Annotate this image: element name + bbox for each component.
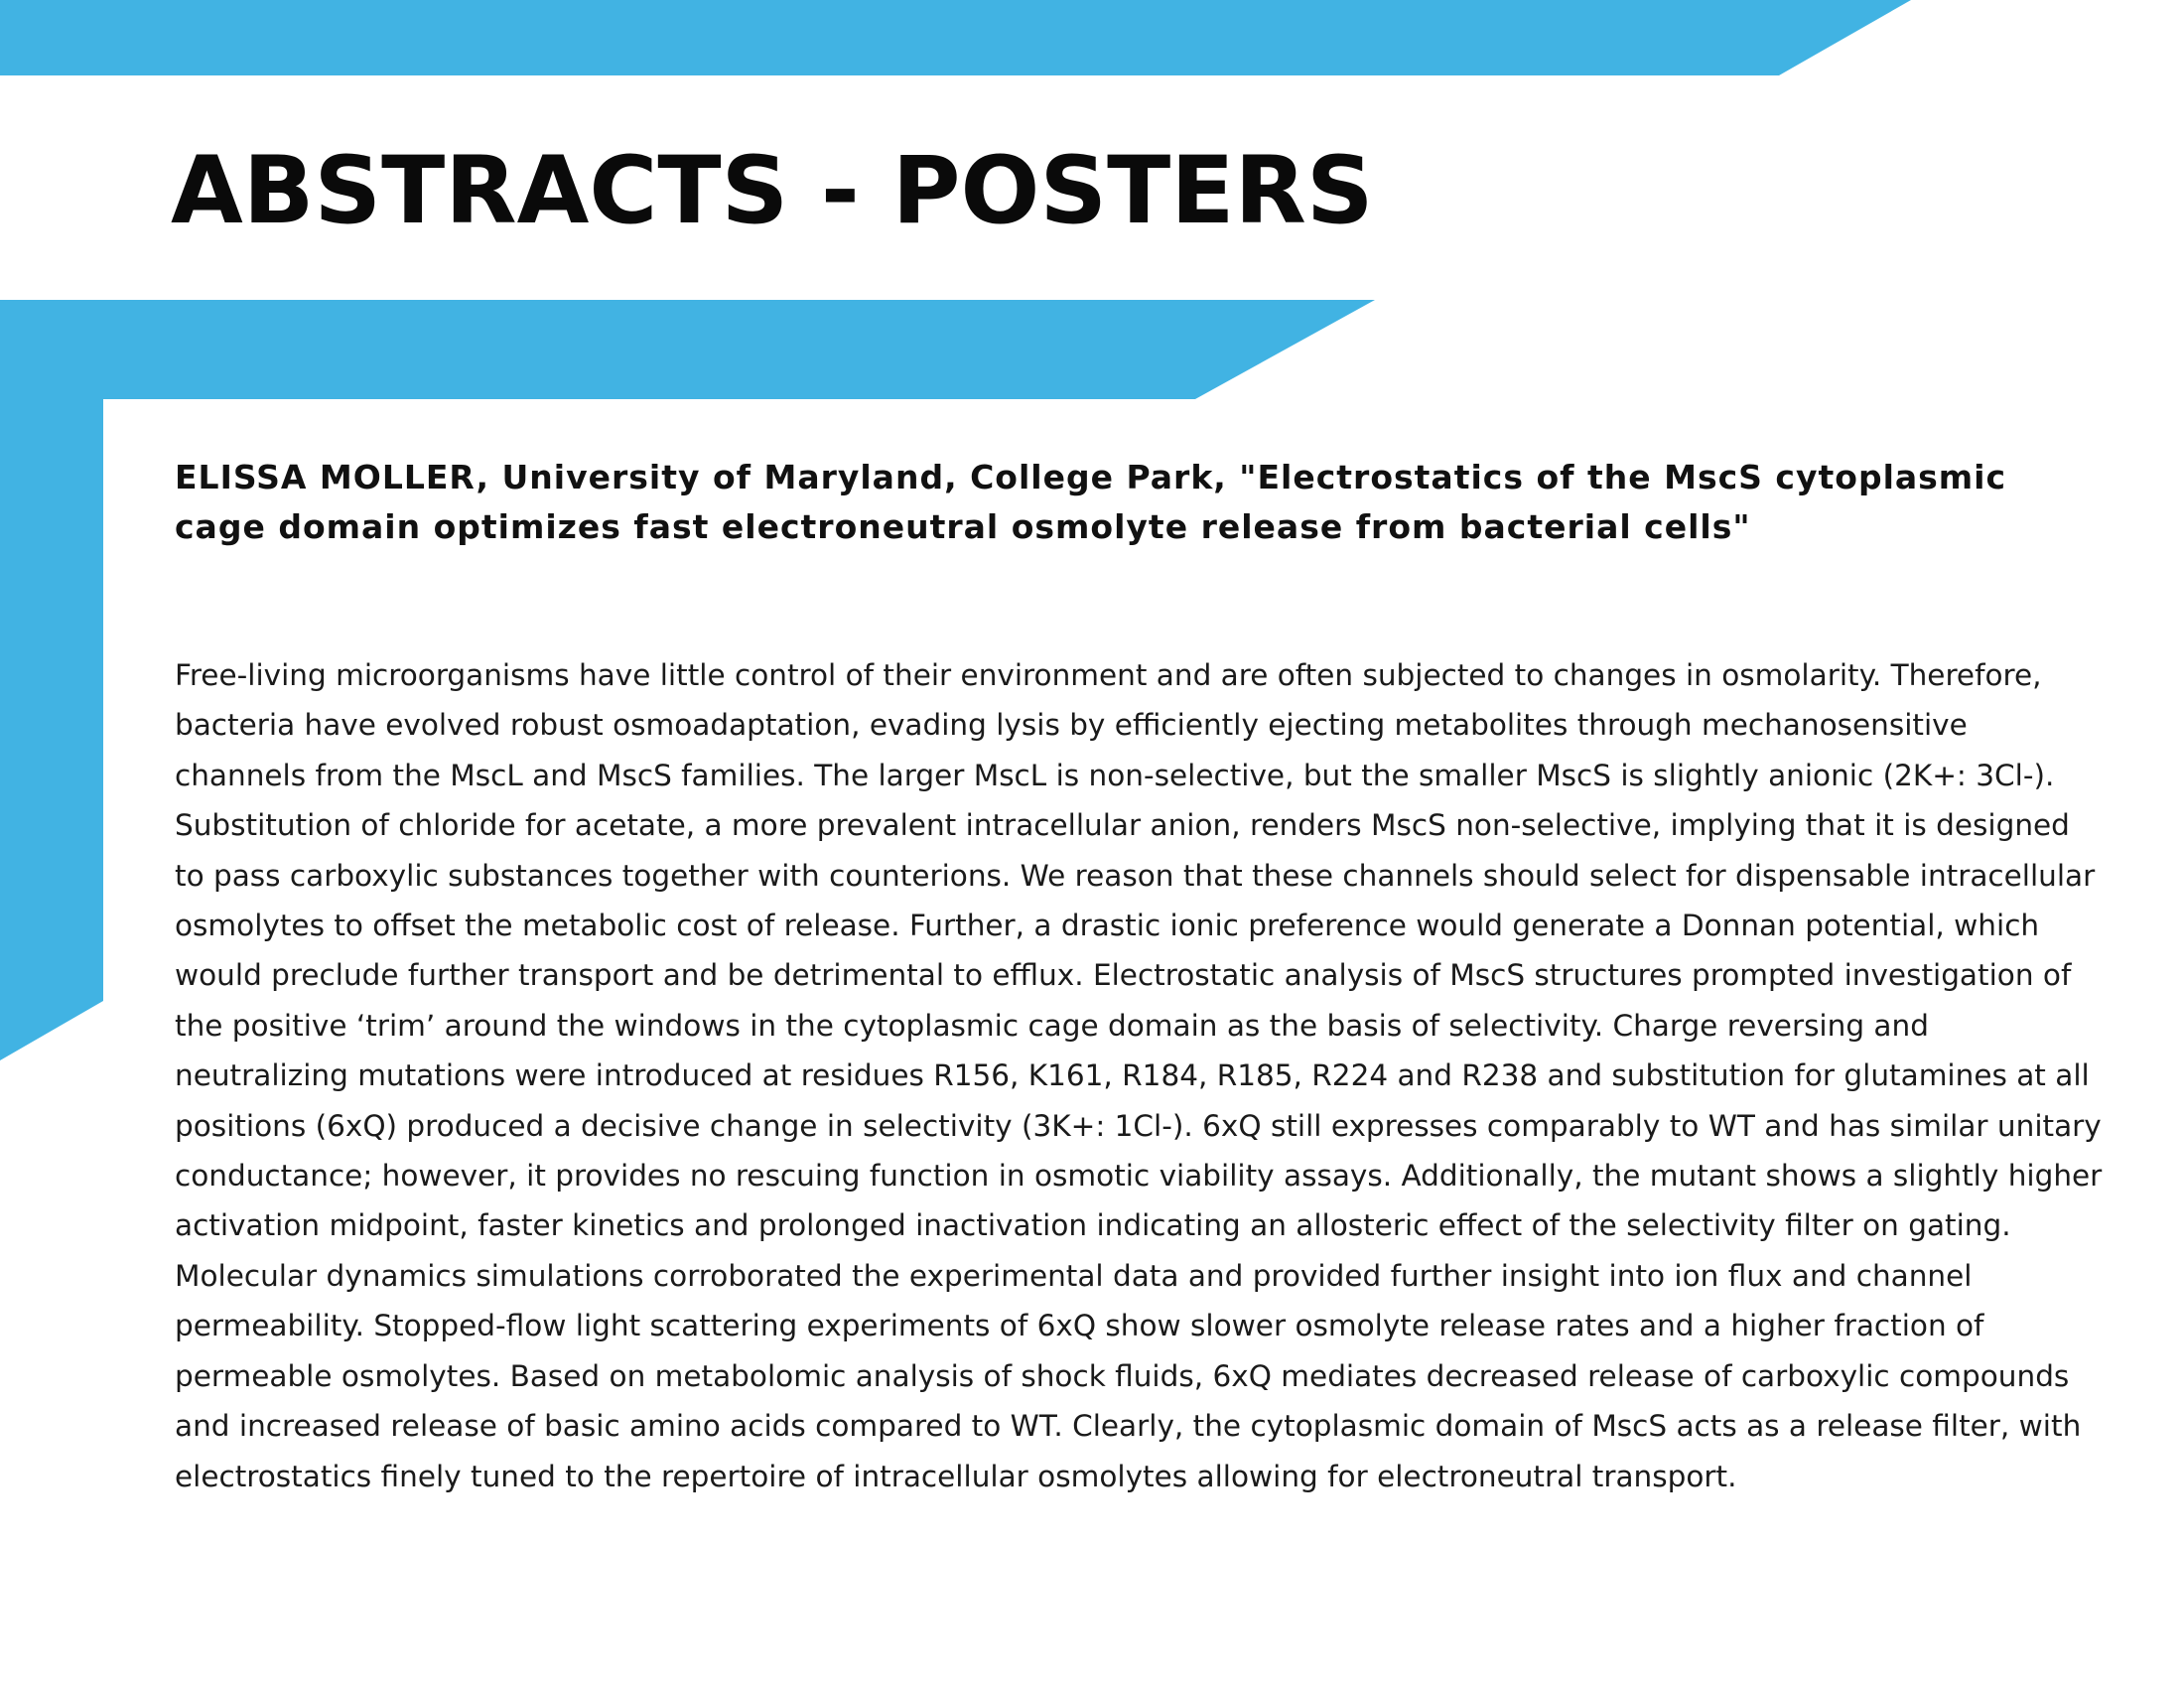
abstract-body: Free-living microorganisms have little control of their environment and are often subjected to changes in osmolarity. Therefore, bacteria have evolved robust osmoadaptation, evading lysis by efficiently ejecting metabolites through mechanosensitive channels from the MscL and MscS families. The larger MscL is non-selective, but the smaller MscS is slightly anionic (2K+: 3Cl-). Substitution of chloride for acetate, a more prevalent intracellular anion, renders MscS non-selective, implying that it is designed to pass carboxylic substances together with counterions. We reason that these channels should select for dispensable intracellular osmolytes to offset the metabolic cost of release. Further, a drastic ionic preference would generate a Donnan potential, which would preclude further transport and be detrimental to efflux. Electrostatic analysis of MscS structures prompted investigation of the positive ‘trim’ around the windows in the cytoplasmic cage domain as the basis of selectivity. Charge reversing and neutralizing mutations were introduced at residues R156, K161, R184, R185, R224 and R238 and substitution for glutamines at all positions (6xQ) produced a decisive change in selectivity (3K+: 1Cl-). 6xQ still expresses comparably to WT and has similar unitary conductance; however, it provides no rescuing function in osmotic viability assays. Additionally, the mutant shows a slightly higher activation midpoint, faster kinetics and prolonged inactivation indicating an allosteric effect of the selectivity filter on gating. Molecular dynamics simulations corroborated the experimental data and provided further insight into ion flux and channel permeability. Stopped-flow light scattering experiments of 6xQ show slower osmolyte release rates and a higher fraction of permeable osmolytes. Based on metabolomic analysis of shock fluids, 6xQ mediates decreased release of carboxylic compounds and increased release of basic amino acids compared to WT. Clearly, the cytoplasmic domain of MscS acts as a release filter, with electrostatics finely tuned to the repertoire of intracellular osmolytes allowing for electroneutral transport.	[175, 658, 2103, 1493]
abstract-heading: ELISSA MOLLER, University of Maryland, College Park, "Electrostatics of the MscS cytoplasmic cage domain optimizes fast electroneutral osmolyte release from bacterial cells"	[175, 458, 2007, 546]
top-banner	[0, 0, 1911, 75]
page-title: ABSTRACTS - POSTERS	[171, 137, 1374, 245]
